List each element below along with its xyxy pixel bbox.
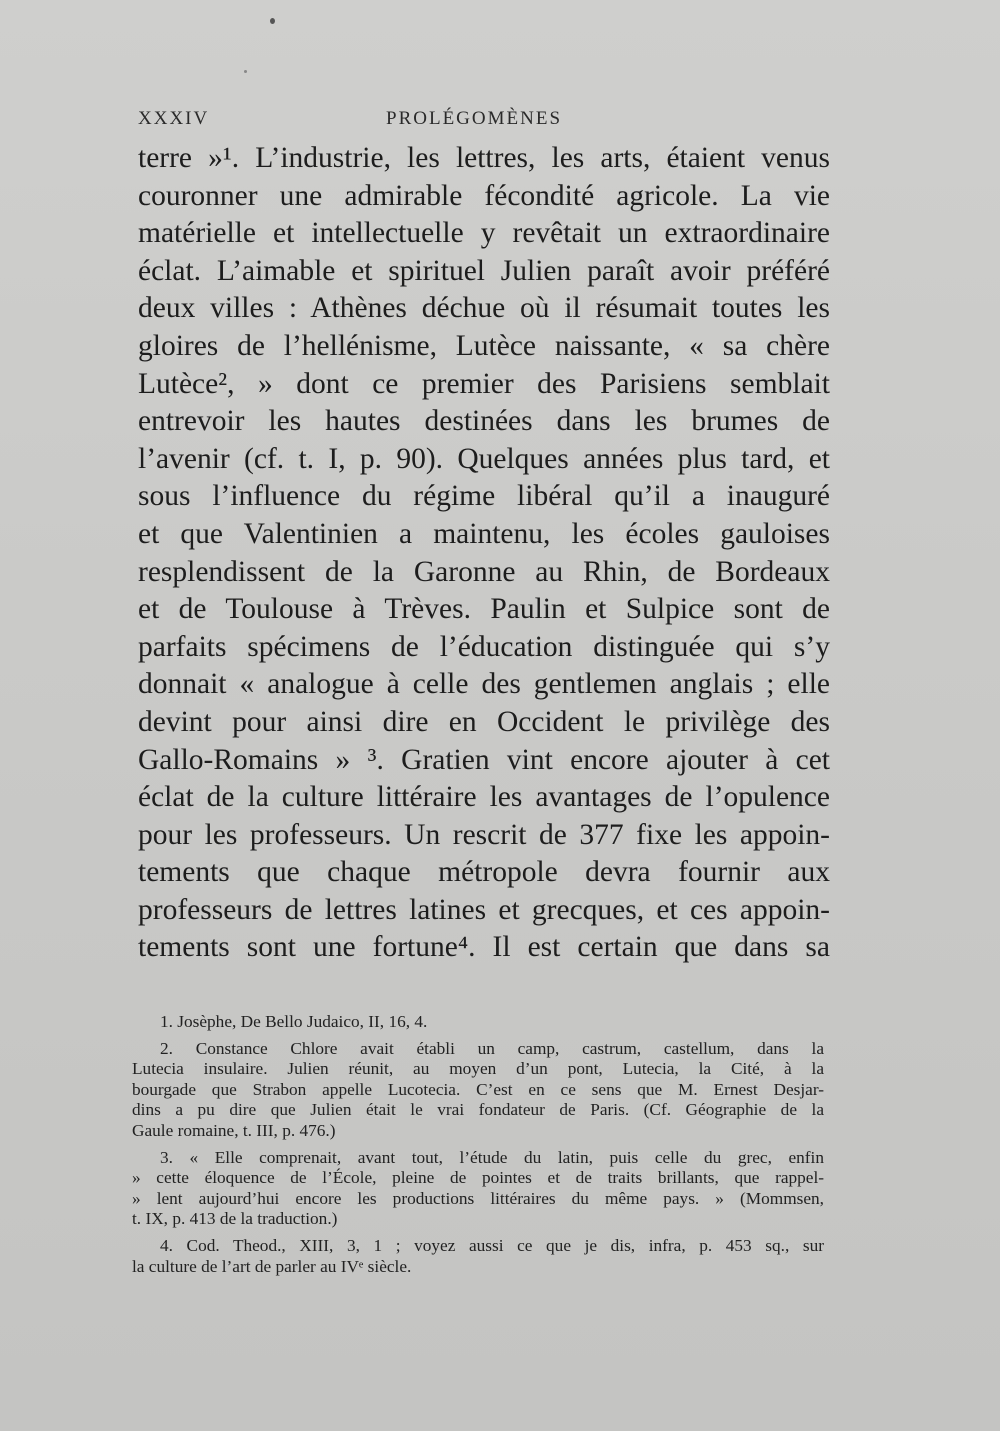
text-line: l’avenir (cf. t. I, p. 90). Quelques années plus tard, et (138, 442, 830, 475)
text-line: sous l’influence du régime libéral qu’il a inauguré (138, 480, 830, 513)
footnote-line: 1. Josèphe, De Bello Judaico, II, 16, 4. (160, 1012, 428, 1031)
main-text (138, 140, 830, 967)
text-line: Lutèce², » dont ce premier des Parisiens semblait (138, 367, 830, 400)
footnote-line: Lutecia insulaire. Julien réunit, au moyen d’un pont, Lutecia, la Cité, à la (132, 1059, 824, 1079)
text-line: et que Valentinien a maintenu, les écoles gauloises (138, 517, 830, 550)
text-line: tements que chaque métropole devra fournir aux (138, 856, 830, 889)
text-line: terre »¹. L’industrie, les lettres, les arts, étaient venus (138, 142, 830, 174)
footnotes (132, 1012, 824, 1283)
footnote-3 (132, 1148, 824, 1230)
footnote-line: » cette éloquence de l’École, pleine de pointes et de traits brillants, que rappel- (132, 1168, 824, 1188)
footnote-line: bourgade que Strabon appelle Lucotecia. C’est en ce sens que M. Ernest Desjar- (132, 1079, 824, 1099)
footnote-2 (132, 1039, 824, 1142)
text-line: deux villes : Athènes déchue où il résumait toutes les (138, 292, 830, 325)
footnote-line: dins a pu dire que Julien était le vrai fondateur de Paris. (Cf. Géographie de la (132, 1100, 824, 1120)
footnote-line: t. IX, p. 413 de la traduction.) (132, 1209, 338, 1229)
text-line: éclat de la culture littéraire les avantages de l’opulence (138, 781, 830, 814)
ink-speck (270, 18, 275, 24)
running-head (138, 108, 830, 134)
text-line: resplendissent de la Garonne au Rhin, de Bordeaux (138, 555, 830, 588)
text-line: tements sont une fortune⁴. Il est certain que dans sa (138, 931, 830, 964)
text-line: pour les professeurs. Un rescrit de 377 fixe les appoin- (138, 818, 830, 851)
text-line: devint pour ainsi dire en Occident le privilège des (138, 705, 830, 738)
text-line: et de Toulouse à Trèves. Paulin et Sulpice sont de (138, 593, 830, 626)
text-line: entrevoir les hautes destinées dans les brumes de (138, 405, 830, 438)
footnote-1 (132, 1012, 824, 1033)
text-line: Gallo-Romains » ³. Gratien vint encore ajouter à cet (138, 743, 830, 776)
text-line: parfaits spécimens de l’éducation distinguée qui s’y (138, 630, 830, 663)
footnote-line: 3. « Elle comprenait, avant tout, l’étude du latin, puis celle du grec, enfin (160, 1147, 824, 1167)
text-line: donnait « analogue à celle des gentlemen anglais ; elle (138, 668, 830, 701)
ink-speck (244, 70, 247, 73)
footnote-line: Gaule romaine, t. III, p. 476.) (132, 1120, 336, 1140)
text-line: professeurs de lettres latines et grecques, et ces appoin- (138, 893, 830, 926)
page-number: XXXIV (138, 108, 210, 129)
text-line: gloires de l’hellénisme, Lutèce naissante, « sa chère (138, 329, 830, 362)
footnote-line: 4. Cod. Theod., XIII, 3, 1 ; voyez aussi ce que je dis, infra, p. 453 sq., sur (160, 1235, 824, 1255)
text-line: éclat. L’aimable et spirituel Julien paraît avoir préféré (138, 254, 830, 287)
footnote-line: 2. Constance Chlore avait établi un camp, castrum, castellum, dans la (160, 1038, 824, 1058)
footnote-line: » lent aujourd’hui encore les productions littéraires du même pays. » (Mommsen, (132, 1188, 824, 1208)
footnote-4 (132, 1236, 824, 1277)
footnote-line: la culture de l’art de parler au IVᵉ siècle. (132, 1256, 412, 1276)
text-line: couronner une admirable fécondité agricole. La vie (138, 179, 830, 212)
running-title: PROLÉGOMÈNES (386, 108, 563, 129)
text-line: matérielle et intellectuelle y revêtait un extraordinaire (138, 217, 830, 250)
